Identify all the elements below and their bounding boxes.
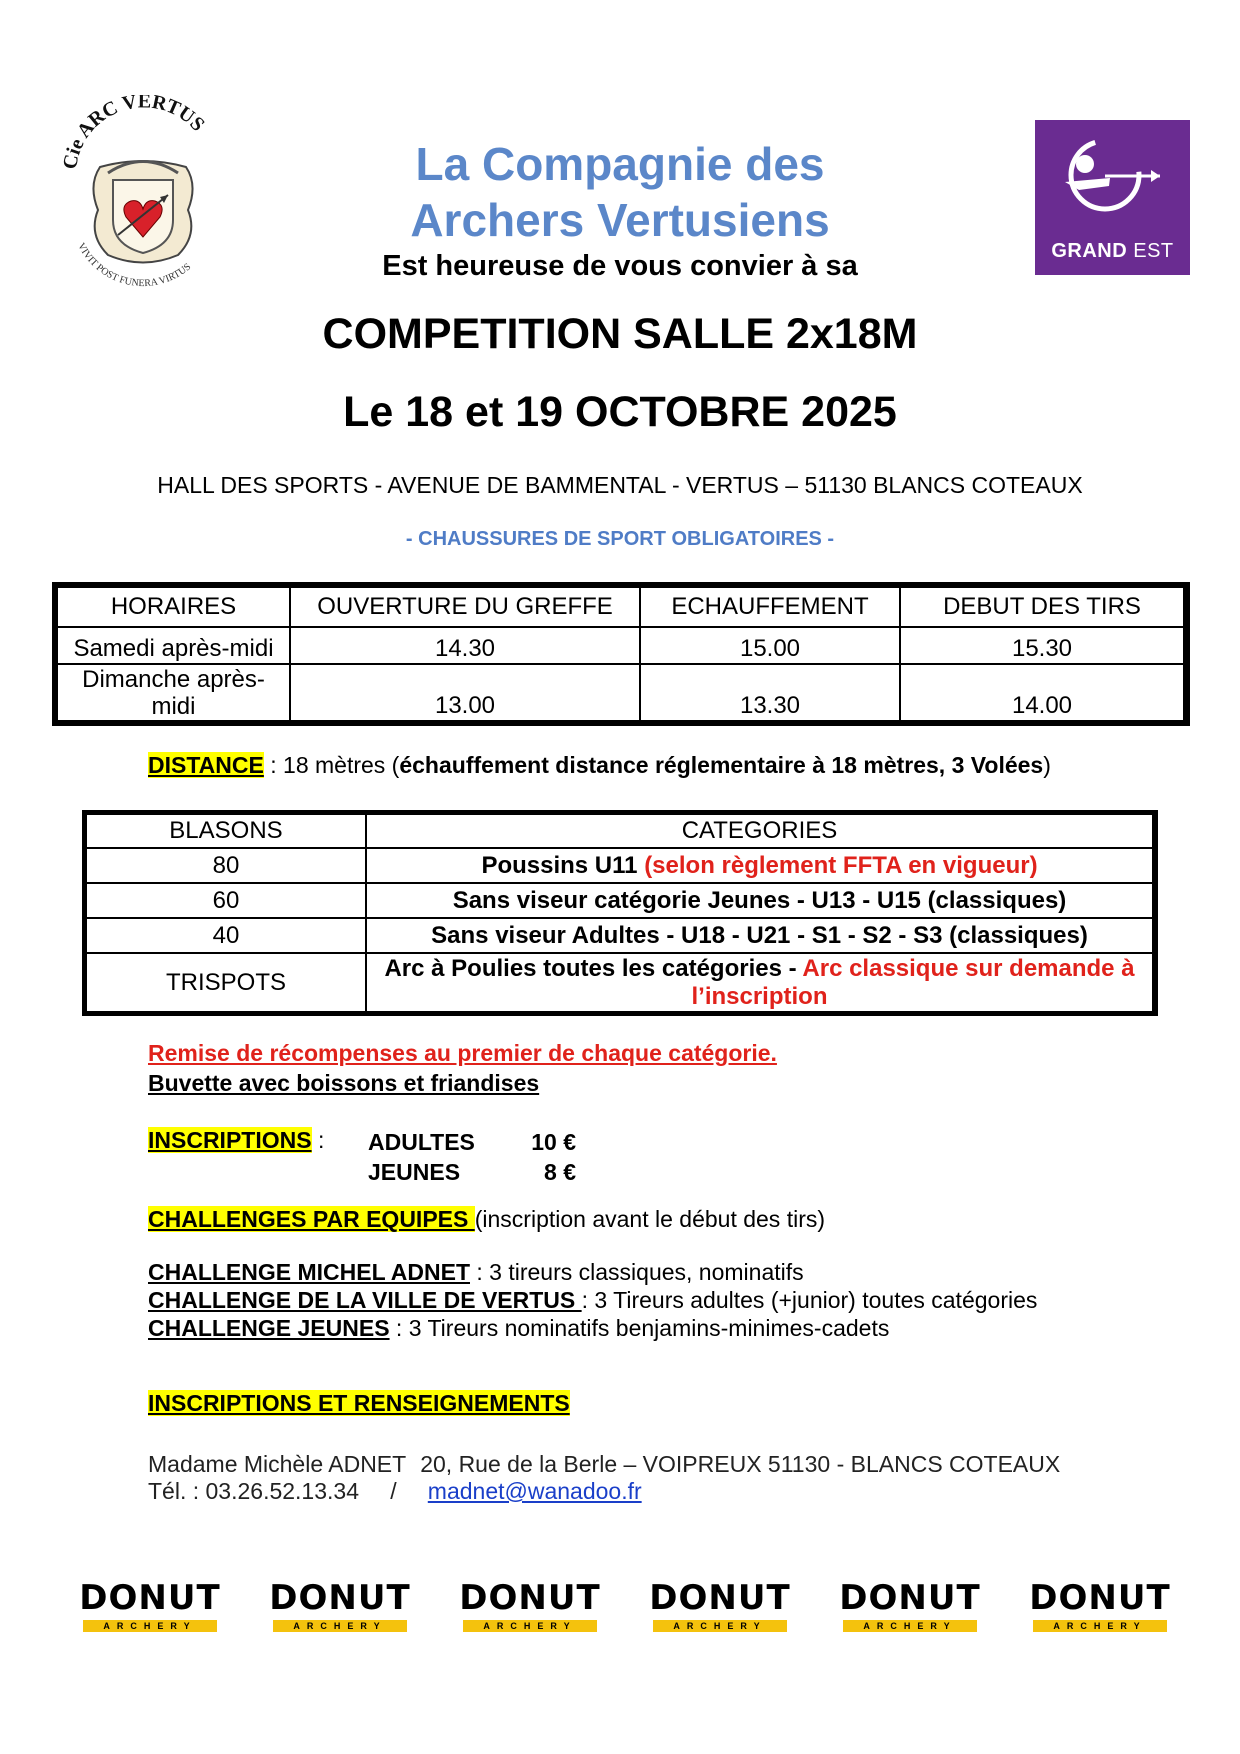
blasons-row xyxy=(86,918,1153,953)
schedule-time: 14.30 xyxy=(290,627,640,664)
schedule-header-cell: DEBUT DES TIRS xyxy=(900,587,1184,627)
invitation-text: Est heureuse de vous convier à sa xyxy=(382,250,858,282)
donut-archery-logo: DONUT ARCHERY xyxy=(459,1578,601,1631)
contact-block xyxy=(148,1444,1060,1505)
donut-archery-logo: DONUT ARCHERY xyxy=(79,1578,221,1631)
blasons-table xyxy=(82,810,1158,1016)
schedule-time: 15.00 xyxy=(640,627,900,664)
contact-email-link[interactable]: madnet@wanadoo.fr xyxy=(427,1478,642,1504)
crest-motto: VIVIT POST FUNERA VIRTUS xyxy=(75,241,194,290)
contact-address: 20, Rue de la Berle – VOIPREUX 51130 - BLANCS COTEAUX xyxy=(420,1451,1061,1477)
inscriptions-label: INSCRIPTIONS xyxy=(148,1127,312,1153)
blasons-header-cell: BLASONS xyxy=(86,814,366,848)
contact-separator: / xyxy=(390,1478,397,1504)
club-title xyxy=(330,136,910,248)
fee-amount: 8 € xyxy=(544,1159,576,1185)
schedule-table xyxy=(52,582,1190,726)
schedule-time: 13.30 xyxy=(640,664,900,721)
distance-line xyxy=(148,752,1051,779)
challenge-item xyxy=(148,1314,1037,1342)
donut-archery-logo: DONUT ARCHERY xyxy=(269,1578,411,1631)
buvette-notice: Buvette avec boissons et friandises xyxy=(148,1070,540,1096)
competition-title: COMPETITION SALLE 2x18M xyxy=(322,310,918,358)
grand-est-label: GRAND EST xyxy=(1051,240,1174,262)
competition-date: Le 18 et 19 OCTOBRE 2025 xyxy=(343,388,897,436)
blason-size: 40 xyxy=(86,918,366,953)
schedule-time: 13.00 xyxy=(290,664,640,721)
inscriptions-line: INSCRIPTIONS : xyxy=(148,1127,325,1153)
fee-category: ADULTES xyxy=(368,1129,475,1155)
svg-text:Cie ARC VERTUS xyxy=(59,95,209,171)
challenge-item xyxy=(148,1286,1037,1314)
challenge-name: CHALLENGE DE LA VILLE DE VERTUS xyxy=(148,1287,582,1313)
contact-name: Madame Michèle ADNET xyxy=(148,1451,407,1477)
crest-arc-text: Cie ARC VERTUS xyxy=(58,95,209,171)
blasons-row xyxy=(86,953,1153,1012)
blasons-row xyxy=(86,848,1153,883)
schedule-header-cell: HORAIRES xyxy=(57,587,290,627)
contact-heading: INSCRIPTIONS ET RENSEIGNEMENTS xyxy=(148,1390,570,1416)
grand-est-logo xyxy=(1035,120,1190,275)
contact-heading-line xyxy=(148,1390,570,1417)
distance-end: ) xyxy=(1043,752,1051,778)
challenge-name: CHALLENGE MICHEL ADNET xyxy=(148,1259,470,1285)
donut-archery-logo: DONUT ARCHERY xyxy=(1029,1578,1171,1631)
blason-size: TRISPOTS xyxy=(86,953,366,1012)
challenge-desc: : 3 tireurs classiques, nominatifs xyxy=(470,1259,804,1285)
contact-phone: Tél. : 03.26.52.13.34 xyxy=(148,1478,359,1504)
team-challenges-note: (inscription avant le début des tirs) xyxy=(474,1206,826,1232)
challenge-name: CHALLENGE JEUNES xyxy=(148,1315,390,1341)
challenges-list xyxy=(148,1258,1037,1342)
venue-address: HALL DES SPORTS - AVENUE DE BAMMENTAL - VERTUS – 51130 BLANCS COTEAUX xyxy=(157,472,1083,498)
donut-archery-logo: DONUT ARCHERY xyxy=(839,1578,981,1631)
schedule-time: 14.00 xyxy=(900,664,1184,721)
blason-size: 80 xyxy=(86,848,366,883)
distance-bold-text: échauffement distance réglementaire à 18 mètres, 3 Volées xyxy=(399,752,1044,778)
schedule-row xyxy=(57,664,1184,721)
schedule-header-cell: OUVERTURE DU GREFFE xyxy=(290,587,640,627)
fee-row xyxy=(368,1127,576,1157)
fees-list xyxy=(368,1127,576,1187)
club-title-line1: La Compagnie des xyxy=(415,138,825,190)
challenge-desc: : 3 Tireurs nominatifs benjamins-minimes-cadets xyxy=(389,1315,890,1341)
blason-category: Arc à Poulies toutes les catégories - Arc classique sur demande à l’inscription xyxy=(366,953,1153,1012)
blasons-header-cell: CATEGORIES xyxy=(366,814,1153,848)
blason-size: 60 xyxy=(86,883,366,918)
schedule-header-row xyxy=(57,587,1184,627)
challenge-item xyxy=(148,1258,1037,1286)
sponsors-row xyxy=(75,1580,1175,1640)
fee-amount: 10 € xyxy=(531,1129,576,1155)
blason-category: Poussins U11 (selon règlement FFTA en vigueur) xyxy=(366,848,1153,883)
fee-category: JEUNES xyxy=(368,1159,461,1185)
club-title-line2: Archers Vertusiens xyxy=(410,194,830,246)
donut-archery-logo: DONUT ARCHERY xyxy=(649,1578,791,1631)
distance-text: : 18 mètres ( xyxy=(263,752,400,778)
blason-category: Sans viseur Adultes - U18 - U21 - S1 - S2 - S3 (classiques) xyxy=(366,918,1153,953)
distance-label: DISTANCE xyxy=(148,752,264,778)
team-challenges-label: CHALLENGES PAR EQUIPES xyxy=(148,1206,475,1232)
schedule-time: 15.30 xyxy=(900,627,1184,664)
reward-notice: Remise de récompenses au premier de chaque catégorie. xyxy=(148,1040,777,1066)
team-challenges-line xyxy=(148,1206,825,1233)
blasons-header-row xyxy=(86,814,1153,848)
schedule-header-cell: ECHAUFFEMENT xyxy=(640,587,900,627)
blason-category: Sans viseur catégorie Jeunes - U13 - U15 (classiques) xyxy=(366,883,1153,918)
sport-shoes-notice: - CHAUSSURES DE SPORT OBLIGATOIRES - xyxy=(405,528,835,550)
schedule-day: Samedi après-midi xyxy=(57,627,290,664)
fee-row xyxy=(368,1157,576,1187)
schedule-day: Dimanche après-midi xyxy=(57,664,290,721)
schedule-row xyxy=(57,627,1184,664)
blasons-row xyxy=(86,883,1153,918)
challenge-desc: : 3 Tireurs adultes (+junior) toutes catégories xyxy=(581,1287,1038,1313)
club-crest-logo xyxy=(58,95,228,305)
